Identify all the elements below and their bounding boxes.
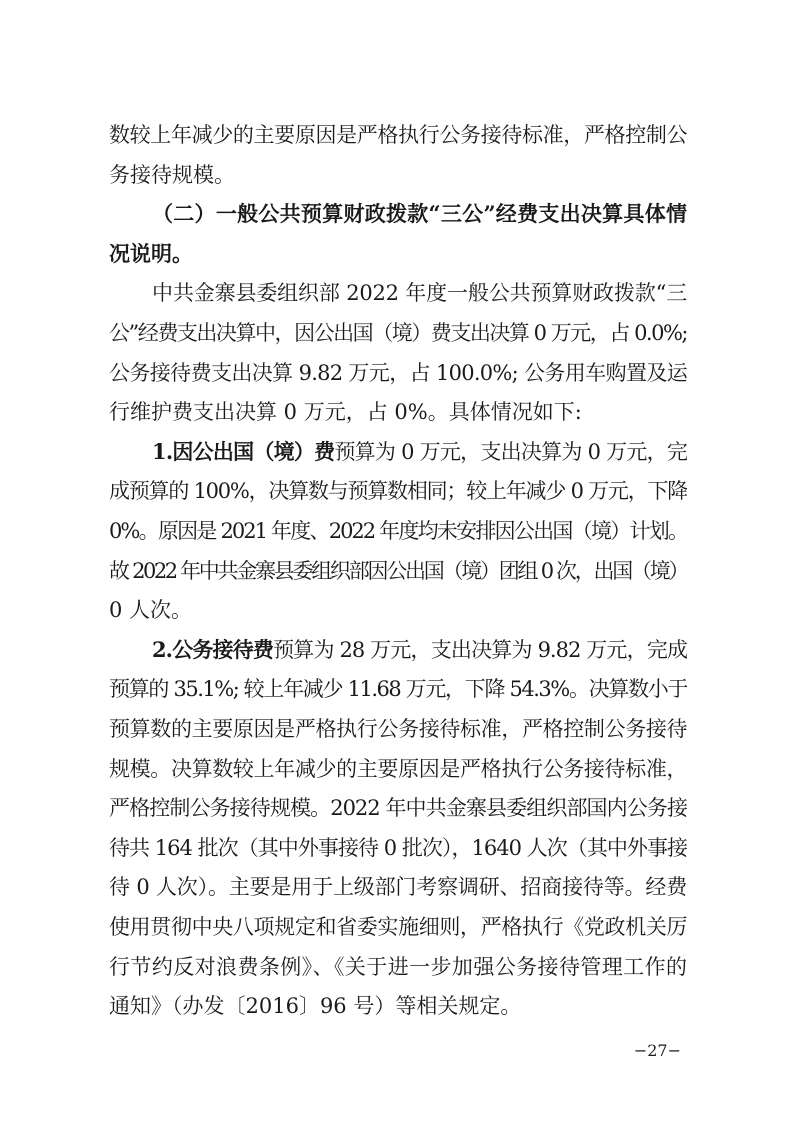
bold-text-run: （二）一般公共预算财政拨款“三公”经费支出决算具体情: [152, 201, 687, 227]
page-number: −27−: [633, 1041, 681, 1060]
text-line: [109, 954, 687, 980]
text-line: [109, 874, 687, 900]
text-line: [109, 558, 687, 584]
text-run: 规模。决算数较上年减少的主要原因是严格执行公务接待标准，: [109, 756, 687, 781]
text-line: [109, 676, 687, 702]
text-line: [109, 835, 687, 861]
text-run: 通知》（办发〔2016〕96 号）等相关规定。: [109, 994, 522, 1019]
text-line: [152, 439, 687, 465]
text-line: [109, 716, 687, 742]
text-run: 0 人次。: [109, 598, 193, 623]
text-line: [109, 597, 687, 623]
text-run: 行节约反对浪费条例》、《关于进一步加强公务接待管理工作的: [109, 954, 687, 979]
text-line: [109, 360, 687, 386]
text-run: 预算数的主要原因是严格执行公务接待标准，严格控制公务接待: [109, 717, 687, 741]
text-line: [109, 518, 687, 544]
text-run: 故 2022 年中共金寨县委组织部因公出国（境）团组 0 次，出国（境）: [109, 558, 687, 583]
text-run: 成预算的 100%，决算数与预算数相同；较上年减少 0 万元，下降: [109, 479, 687, 504]
text-line: [109, 993, 687, 1019]
bold-text-run: 1.因公出国（境）费: [152, 438, 335, 464]
text-line: [109, 478, 687, 504]
text-run: 待 0 人次）。主要是用于上级部门考察调研、招商接待等。经费: [109, 875, 687, 900]
text-line: [152, 637, 687, 663]
text-line: [109, 162, 687, 188]
text-run: 预算为 0 万元，支出决算为 0 万元，完: [334, 439, 687, 464]
text-run: 0%。原因是 2021 年度、2022 年度均未安排因公出国（境）计划。: [109, 519, 687, 543]
text-run: 公”经费支出决算中，因公出国（境）费支出决算 0 万元，占 0.0%;: [109, 321, 687, 345]
text-line: [109, 756, 687, 782]
text-run: 使用贯彻中央八项规定和省委实施细则，严格执行《党政机关厉: [109, 915, 687, 939]
text-line: [109, 914, 687, 940]
text-run: 公务接待费支出决算 9.82 万元，占 100.0%; 公务用车购置及运: [109, 360, 687, 385]
text-run: 待共 164 批次（其中外事接待 0 批次），1640 人次（其中外事接: [109, 835, 687, 860]
text-line: [109, 399, 687, 425]
text-run: 预算的 35.1%; 较上年减少 11.68 万元，下降 54.3%。决算数小于: [109, 677, 687, 702]
bold-text-run: 况说明。: [109, 240, 193, 266]
text-run: 数较上年减少的主要原因是严格执行公务接待标准，严格控制公: [109, 123, 687, 147]
text-line: [152, 201, 687, 227]
text-line: [109, 320, 687, 346]
text-run: 严格控制公务接待规模。2022 年中共金寨县委组织部国内公务接: [109, 796, 687, 821]
text-line: [109, 795, 687, 821]
text-line: [109, 241, 687, 267]
bold-text-run: 2.公务接待费: [152, 636, 274, 662]
text-run: 行维护费支出决算 0 万元，占 0%。具体情况如下:: [109, 400, 582, 425]
text-run: 务接待规模。: [109, 162, 235, 187]
text-run: 中共金寨县委组织部 2022 年度一般公共预算财政拨款“三: [152, 281, 687, 306]
text-line: [152, 280, 687, 306]
text-run: 预算为 28 万元，支出决算为 9.82 万元，完成: [273, 637, 687, 662]
text-line: [109, 122, 687, 148]
